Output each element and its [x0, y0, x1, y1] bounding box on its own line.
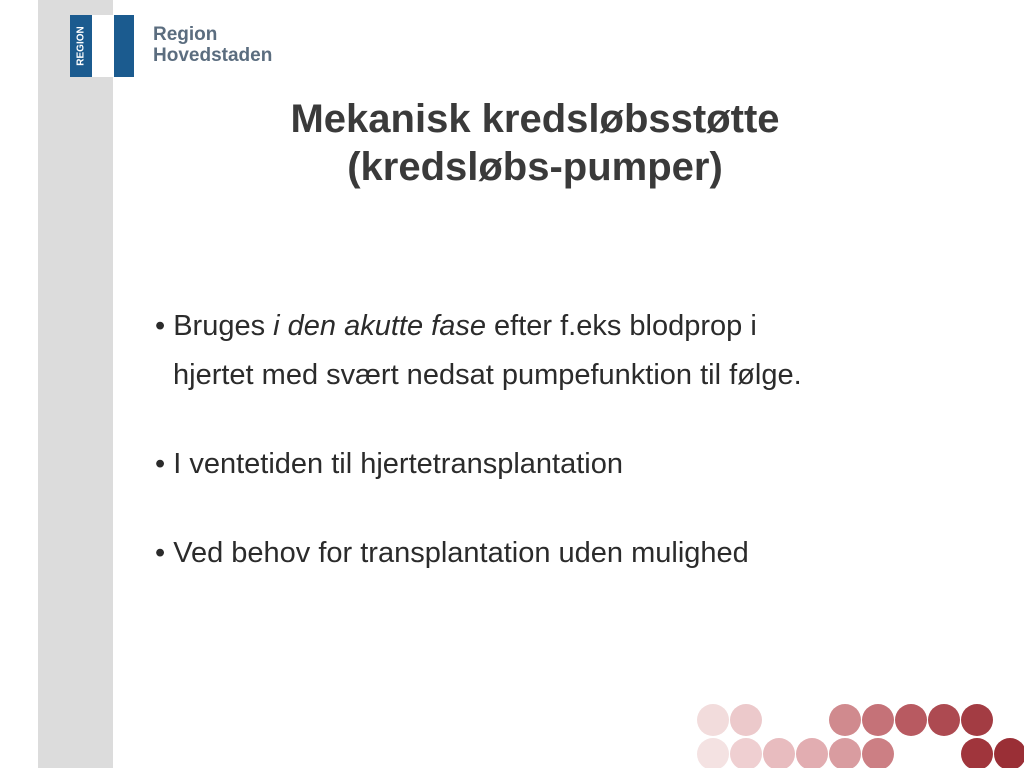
- dot: [730, 704, 762, 736]
- dot: [796, 738, 828, 768]
- logo-line-hovedstaden: Hovedstaden: [153, 45, 273, 66]
- dot: [961, 738, 993, 768]
- logo-mark-text: REGION: [75, 26, 87, 66]
- bullet-item-3: • Ved behov for transplantation uden mulighed: [155, 537, 749, 569]
- dot: [961, 704, 993, 736]
- bullet-1-suffix: efter f.eks blodprop i: [485, 310, 757, 342]
- slide-title-line-2: (kredsløbs-pumper): [347, 145, 723, 189]
- dot: [697, 738, 729, 768]
- bullet-item-1: [155, 302, 975, 400]
- left-sidebar-band: [38, 0, 113, 768]
- bullet-list: [155, 302, 975, 618]
- slide-title-line-1: Mekanisk kredsløbsstøtte: [290, 97, 780, 141]
- bullet-1-continuation: hjertet med svært nedsat pumpefunktion til følge.: [173, 359, 802, 391]
- dot: [763, 738, 795, 768]
- bullet-item-2: • I ventetiden til hjertetransplantation: [155, 448, 623, 480]
- dot: [829, 738, 861, 768]
- dot: [862, 738, 894, 768]
- slide-title: [150, 95, 920, 191]
- bullet-1-emphasis: i den akutte fase: [273, 310, 486, 342]
- bullet-1-line-1: [155, 302, 975, 351]
- region-hovedstaden-logo: [70, 15, 300, 79]
- dot: [994, 738, 1024, 768]
- logo-wordmark: [153, 24, 272, 66]
- decorative-dot-pattern: [690, 700, 1024, 768]
- bullet-1-prefix: • Bruges: [155, 310, 274, 342]
- dot: [928, 704, 960, 736]
- dot: [697, 704, 729, 736]
- dot: [829, 704, 861, 736]
- region-logo-mark-icon: [70, 15, 134, 77]
- dot: [895, 704, 927, 736]
- dot: [730, 738, 762, 768]
- dot: [862, 704, 894, 736]
- logo-line-region: Region: [153, 24, 218, 45]
